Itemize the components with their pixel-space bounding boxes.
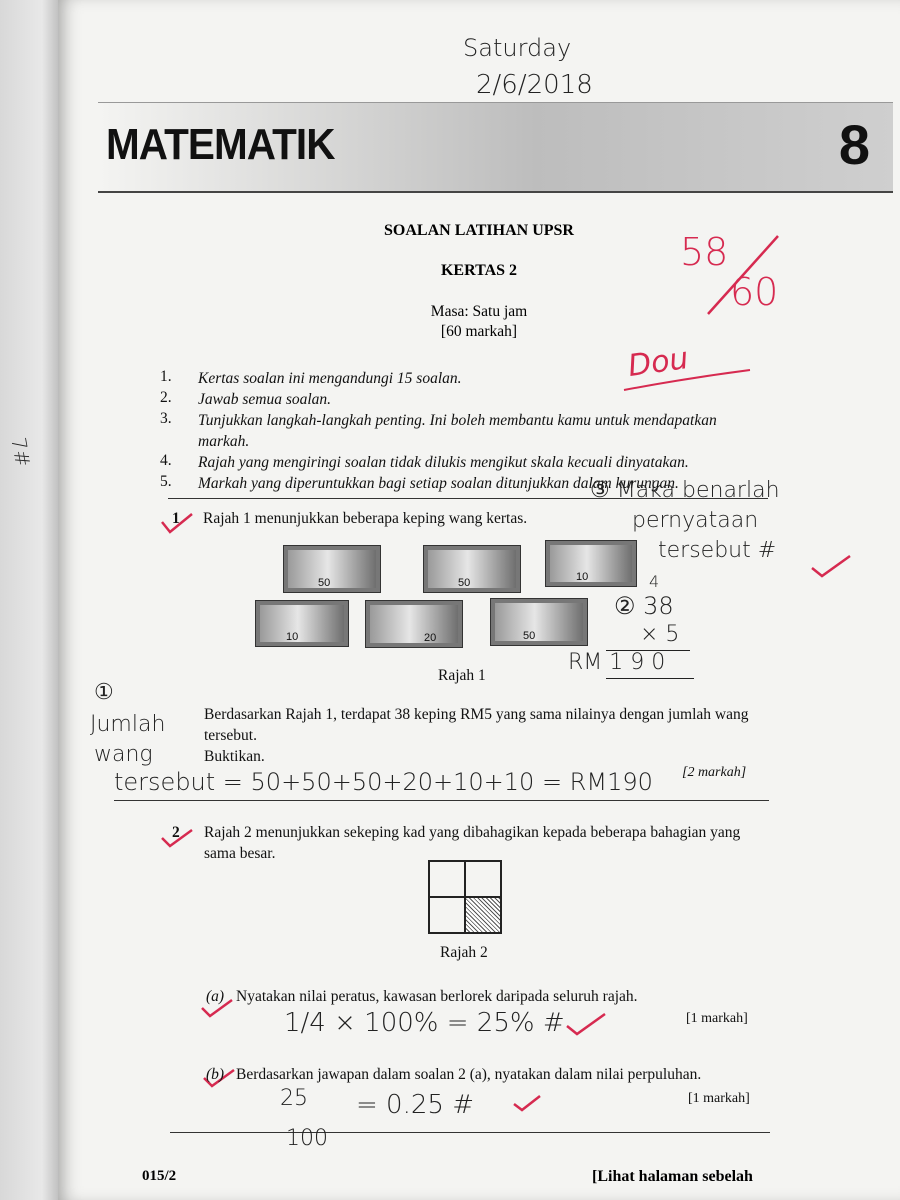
q1-marks: [2 markah] <box>682 765 747 780</box>
paper-marks: [60 markah] <box>440 323 518 340</box>
hw-2b-denominator: 100 <box>286 1126 328 1151</box>
hw-conclusion-1: ③ Maka benarlah <box>590 478 780 503</box>
margin-note: 7# <box>6 435 36 469</box>
instruction-4: 4. Rajah yang mengiringi soalan tidak dilukis mengikut skala kecuali dinyatakan. <box>160 452 689 471</box>
q2a-text: Nyatakan nilai peratus, kawasan berlorek daripada seluruh rajah. <box>236 988 638 1005</box>
handwritten-date: 2/6/2018 <box>476 70 593 100</box>
paper-heading: SOALAN LATIHAN UPSR <box>384 222 574 239</box>
q2b-marks: [1 markah] <box>688 1091 750 1106</box>
hw-step-1-word: wang <box>94 742 153 767</box>
q2b-text: Berdasarkan jawapan dalam soalan 2 (a), nyatakan dalam nilai perpuluhan. <box>236 1066 702 1083</box>
paper-number: KERTAS 2 <box>440 262 518 279</box>
hw-step-1-label: ① <box>94 680 114 705</box>
figure-1-caption: Rajah 1 <box>438 667 486 684</box>
instruction-5: 5. Markah yang diperuntukkan bagi setiap soalan ditunjukkan dalam kurungan. <box>160 473 679 492</box>
hw-product: RM 1 9 0 <box>568 650 666 675</box>
q2b-label: (b) <box>206 1066 225 1083</box>
banknote-50: 50 <box>490 598 588 646</box>
worksheet-page <box>58 0 900 1200</box>
hw-line <box>606 678 694 679</box>
banknote-10: 10 <box>545 540 637 587</box>
tick-icon <box>510 1092 544 1116</box>
subject-title: MATEMATIK <box>106 120 335 169</box>
paper-time: Masa: Satu jam <box>430 303 528 320</box>
hw-2b-numerator: 25 <box>280 1086 308 1111</box>
card-cell <box>429 861 465 897</box>
hw-sum-line: tersebut = 50+50+50+20+10+10 = RM190 <box>114 768 653 796</box>
card-cell <box>429 897 465 933</box>
q1-ask: Buktikan. <box>204 748 265 765</box>
banknote-20: 20 <box>365 600 463 648</box>
hw-multiplier: × 5 <box>640 622 680 647</box>
instruction-2: 2. Jawab semua soalan. <box>160 389 332 408</box>
q2-intro: Rajah 2 menunjukkan sekeping kad yang dibahagikan kepada beberapa bahagian yang sama besar. <box>204 824 741 862</box>
q1-intro: Rajah 1 menunjukkan beberapa keping wang kertas. <box>203 510 528 527</box>
paper-code: 015/2 <box>142 1168 177 1184</box>
chapter-number: 8 <box>838 113 870 176</box>
fraction-card-diagram <box>428 860 502 934</box>
hw-conclusion-2: pernyataan <box>632 508 759 533</box>
handwritten-day: Saturday <box>463 34 572 62</box>
banknote-10: 10 <box>255 600 349 647</box>
teacher-signature: Dou <box>625 340 691 385</box>
q1-divider <box>114 800 769 801</box>
instruction-1: 1. Kertas soalan ini mengandungi 15 soalan. <box>160 368 462 387</box>
hw-multiplicand: ② 38 <box>614 592 674 620</box>
card-cell <box>465 861 501 897</box>
q2a-label: (a) <box>206 988 225 1005</box>
next-page-note: [Lihat halaman sebelah <box>592 1168 753 1185</box>
card-cell-shaded <box>465 897 501 933</box>
score-numerator: 58 <box>680 230 729 274</box>
answer-line <box>170 1132 770 1133</box>
q2-number: 2 <box>172 824 180 841</box>
q1-body: Berdasarkan Rajah 1, terdapat 38 keping RM5 yang sama nilainya dengan jumlah wang tersebut. <box>204 706 749 744</box>
hw-carry: 4 <box>649 572 660 591</box>
tick-icon <box>808 552 854 582</box>
score-denominator: 60 <box>730 270 779 314</box>
tick-icon <box>563 1010 609 1040</box>
left-page-edge <box>0 0 60 1200</box>
banknote-50: 50 <box>423 545 521 593</box>
hw-step-1-word: Jumlah <box>90 712 166 737</box>
q1-number: 1 <box>172 510 180 527</box>
hw-2b-answer: = 0.25 # <box>356 1090 474 1120</box>
figure-2-caption: Rajah 2 <box>440 944 488 961</box>
q2a-marks: [1 markah] <box>686 1011 748 1026</box>
hw-2a-answer: 1/4 × 100% = 25% # <box>284 1008 565 1038</box>
hw-conclusion-3: tersebut # <box>658 538 777 563</box>
instruction-3: 3. Tunjukkan langkah-langkah penting. Ini boleh membantu kamu untuk mendapatkan markah. <box>160 410 717 450</box>
banknote-50: 50 <box>283 545 381 593</box>
